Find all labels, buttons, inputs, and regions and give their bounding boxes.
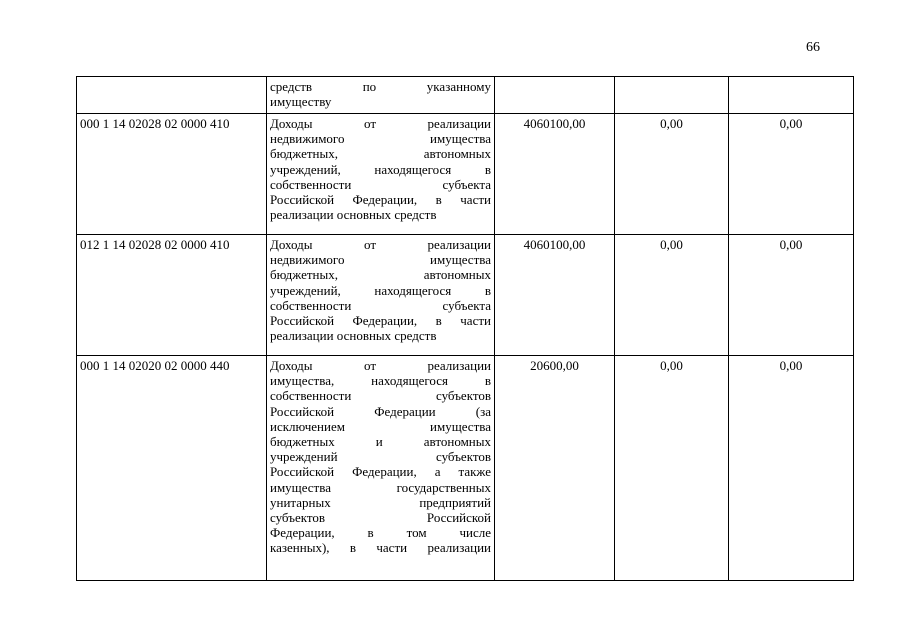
revenue-name-line: реализации основных средств: [270, 207, 437, 223]
amount-cell: 20600,00: [495, 356, 615, 581]
revenue-name-line: собственности субъекта: [270, 176, 491, 192]
budget-code-cell: 012 1 14 02028 02 0000 410: [77, 235, 267, 356]
revenue-name-line: Доходы от реализации: [270, 237, 491, 252]
revenue-name-line: имущества государственных: [270, 479, 491, 495]
table-row: [77, 356, 854, 581]
value-cell: 0,00: [729, 356, 854, 581]
amount-cell: [495, 77, 615, 114]
revenue-name-line: казенных), в части реализации: [270, 540, 491, 556]
revenue-name-line: бюджетных, автономных: [270, 267, 491, 283]
revenue-name-line: реализации основных средств: [270, 328, 437, 344]
revenue-name-line: Доходы от реализации: [270, 358, 491, 373]
revenue-name-line: недвижимого имущества: [270, 252, 491, 268]
value-cell: [615, 77, 729, 114]
revenue-name-line: бюджетных, автономных: [270, 146, 491, 162]
value-cell: 0,00: [729, 235, 854, 356]
revenue-name-line: Российской Федерации (за: [270, 403, 491, 419]
revenue-name-line: собственности субъектов: [270, 388, 491, 404]
revenue-name-line: Федерации, в том числе: [270, 525, 491, 541]
revenue-name-line: субъектов Российской: [270, 510, 491, 526]
revenue-name-line: учреждений, находящегося в: [270, 161, 491, 177]
amount-cell: 4060100,00: [495, 235, 615, 356]
budget-revenue-table: [76, 76, 854, 581]
page-number: 66: [806, 40, 820, 55]
revenue-name-line: исключением имущества: [270, 418, 491, 434]
value-cell: 0,00: [615, 235, 729, 356]
budget-code-cell: 000 1 14 02028 02 0000 410: [77, 114, 267, 235]
value-cell: 0,00: [615, 114, 729, 235]
revenue-name-line: унитарных предприятий: [270, 494, 491, 510]
revenue-name-cell: [267, 235, 495, 356]
value-cell: 0,00: [615, 356, 729, 581]
revenue-name-line: средств по указанному: [270, 79, 491, 94]
revenue-name-line: имущества, находящегося в: [270, 373, 491, 389]
revenue-name-line: Российской Федерации, в части: [270, 192, 491, 208]
revenue-name-line: недвижимого имущества: [270, 131, 491, 147]
revenue-name-line: имуществу: [270, 94, 332, 110]
budget-code-cell: [77, 77, 267, 114]
value-cell: [729, 77, 854, 114]
budget-code-cell: 000 1 14 02020 02 0000 440: [77, 356, 267, 581]
revenue-name-line: бюджетных и автономных: [270, 434, 491, 450]
revenue-name-line: собственности субъекта: [270, 297, 491, 313]
revenue-name-line: Доходы от реализации: [270, 116, 491, 131]
revenue-name-line: учреждений субъектов: [270, 449, 491, 465]
revenue-name-cell: [267, 356, 495, 581]
amount-cell: 4060100,00: [495, 114, 615, 235]
revenue-name-line: учреждений, находящегося в: [270, 282, 491, 298]
table-row: [77, 114, 854, 235]
revenue-name-cell: [267, 114, 495, 235]
revenue-name-line: Российской Федерации, а также: [270, 464, 491, 480]
revenue-name-cell: [267, 77, 495, 114]
value-cell: 0,00: [729, 114, 854, 235]
table-row: [77, 77, 854, 114]
table-row: [77, 235, 854, 356]
revenue-name-line: Российской Федерации, в части: [270, 313, 491, 329]
